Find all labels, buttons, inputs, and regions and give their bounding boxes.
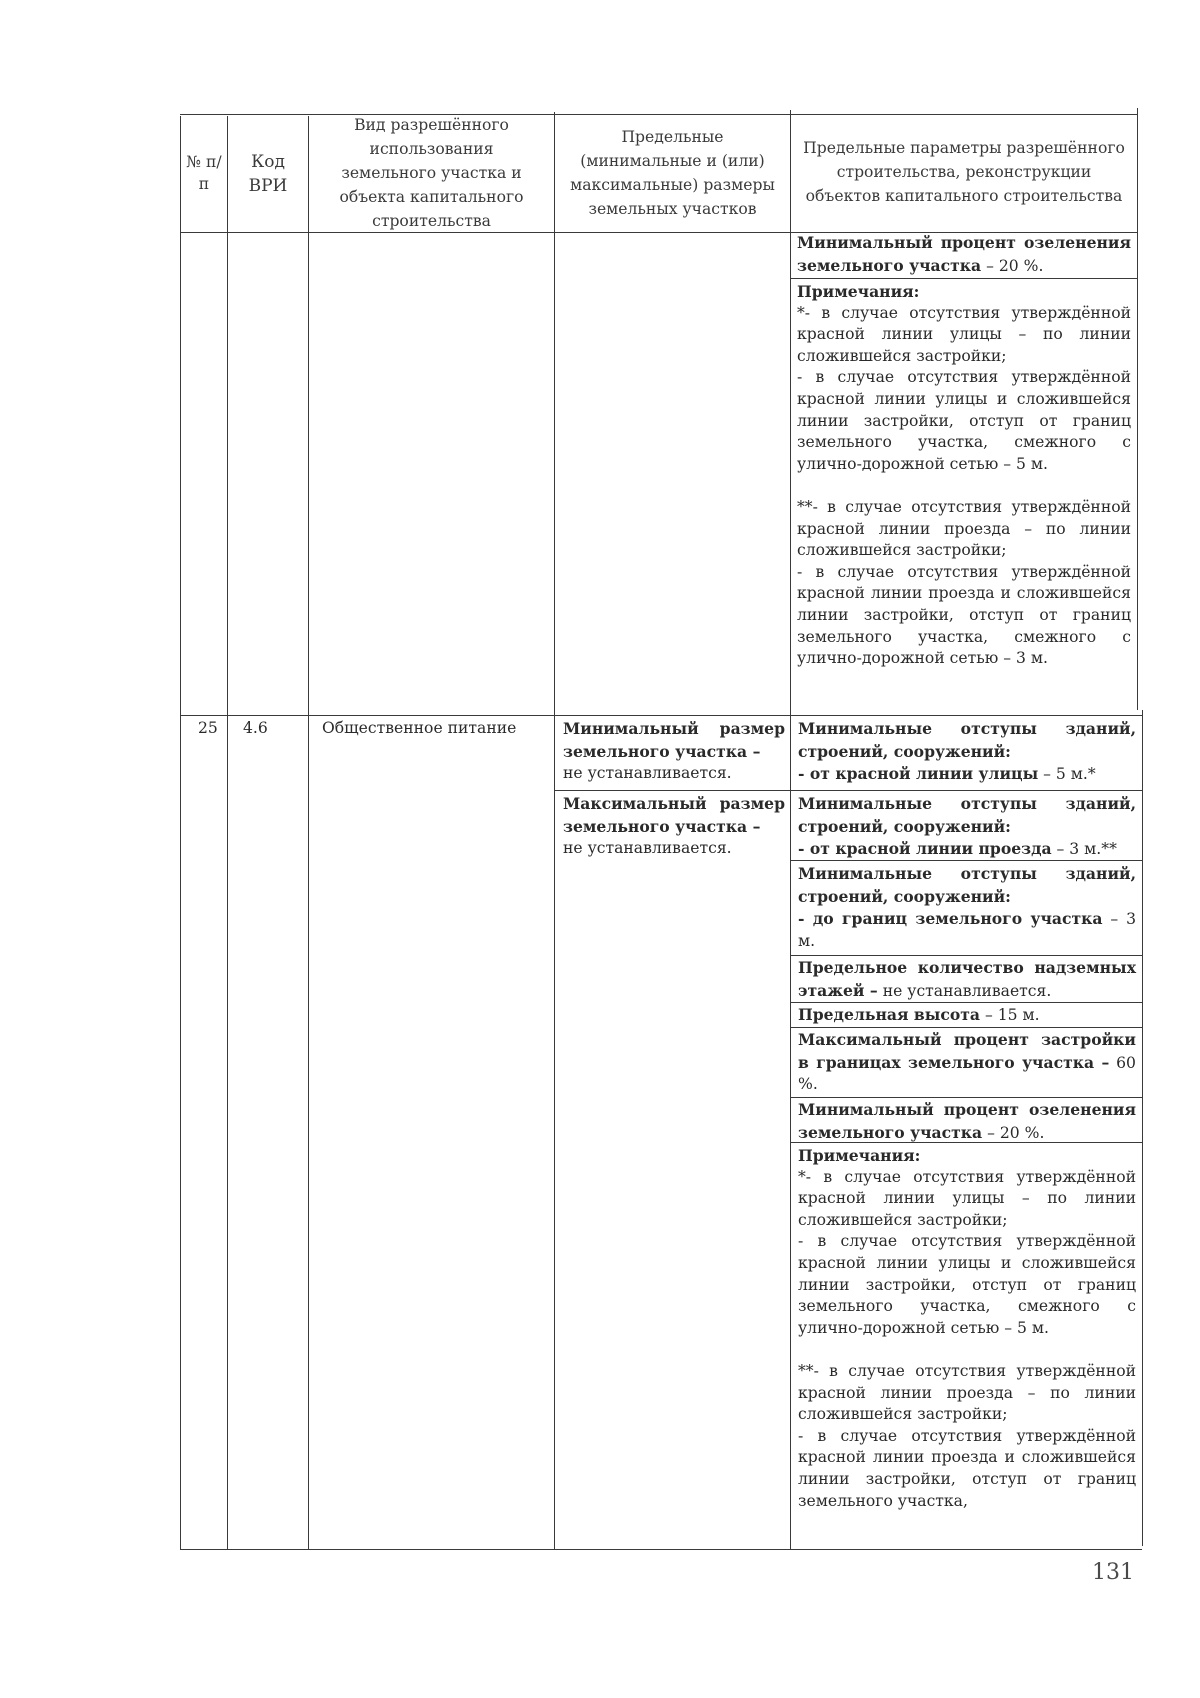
max-size-value: не устанавливается. bbox=[563, 839, 732, 858]
cont-notes-cell bbox=[797, 281, 1131, 670]
row-25-floors bbox=[798, 957, 1136, 1002]
col-divider-3 bbox=[554, 112, 555, 1550]
row-25-top-border bbox=[180, 715, 1142, 716]
row-25-green-percent bbox=[798, 1099, 1136, 1144]
row-25-type: Общественное питание bbox=[322, 719, 517, 737]
row-25-param-passage bbox=[798, 793, 1136, 861]
cont-green-label: Минимальный процент озеленения земельного участка bbox=[797, 233, 1131, 275]
row-25-max-size bbox=[563, 793, 785, 860]
cont-note-3: **- в случае отсутствия утверждённой красной линии проезда – по линии сложившейся застройки; bbox=[797, 497, 1131, 560]
green-label: Минимальный процент озеленения земельного участка bbox=[798, 1100, 1136, 1142]
table-border-bottom bbox=[180, 1549, 1142, 1550]
p1-bottom bbox=[790, 790, 1142, 791]
p3-line-label: - до границ земельного участка bbox=[798, 909, 1103, 929]
build-label: Максимальный процент застройки в границах земельного участка – bbox=[798, 1030, 1136, 1072]
header-code: Код ВРИ bbox=[248, 152, 288, 196]
p1-label: Минимальные отступы зданий, строений, сооружений: bbox=[798, 719, 1136, 761]
col-divider-4 bbox=[790, 110, 791, 1550]
table-border-left bbox=[180, 116, 181, 1550]
floors-value: не устанавливается. bbox=[877, 981, 1052, 1000]
cont-green-bottom bbox=[790, 278, 1138, 279]
header-sizes: Предельные (минимальные и (или) максимальные) размеры земельных участков bbox=[570, 128, 775, 218]
header-params: Предельные параметры разрешённого строительства, реконструкции объектов капитального строительства bbox=[803, 139, 1125, 205]
cont-note-2: - в случае отсутствия утверждённой красной линии улицы и сложившейся линии застройки, отступ от границ земельного участка, смежного с улично-дорожной сетью – 5 м. bbox=[797, 368, 1131, 473]
col-divider-1 bbox=[227, 116, 228, 1550]
height-bottom bbox=[790, 1027, 1142, 1028]
p1-line-value: – 5 м.* bbox=[1038, 765, 1096, 784]
table-border-right bbox=[1137, 108, 1138, 710]
height-label: Предельная высота bbox=[798, 1005, 981, 1024]
build-bottom bbox=[790, 1097, 1142, 1098]
p2-label: Минимальные отступы зданий, строений, сооружений: bbox=[798, 794, 1136, 836]
row-25-min-size bbox=[563, 718, 785, 785]
row-25-build-percent bbox=[798, 1029, 1136, 1096]
cont-note-1: *- в случае отсутствия утверждённой красной линии улицы – по линии сложившейся застройки; bbox=[797, 303, 1131, 365]
p2-line-label: - от красной линии проезда bbox=[798, 839, 1052, 859]
green-value: – 20 %. bbox=[982, 1123, 1045, 1142]
min-size-value: не устанавливается. bbox=[563, 764, 732, 783]
row-25-notes bbox=[798, 1145, 1136, 1512]
note-2: - в случае отсутствия утверждённой красной линии улицы и сложившейся линии застройки, отступ от границ земельного участка, смежного с улично-дорожной сетью – 5 м. bbox=[798, 1232, 1136, 1337]
min-size-label: Минимальный размер земельного участка – bbox=[563, 719, 785, 761]
header-type: Вид разрешённого использования земельного участка и объекта капитального строительства bbox=[339, 116, 524, 230]
note-3: **- в случае отсутствия утверждённой красной линии проезда – по линии сложившейся застройки; bbox=[798, 1361, 1136, 1424]
row-25-param-street bbox=[798, 718, 1136, 786]
notes-title: Примечания: bbox=[798, 1146, 921, 1165]
col-divider-2 bbox=[308, 116, 309, 1550]
table-border-right-lower bbox=[1142, 710, 1143, 1546]
row-25-code: 4.6 bbox=[243, 719, 268, 737]
row-25-param-border bbox=[798, 863, 1136, 952]
header-num: № п/п bbox=[186, 153, 222, 193]
row-25-num: 25 bbox=[198, 719, 218, 737]
row-25-height bbox=[798, 1004, 1136, 1027]
height-value: – 15 м. bbox=[980, 1006, 1040, 1024]
p1-line-label: - от красной линии улицы bbox=[798, 764, 1039, 784]
page-number: 131 bbox=[1092, 1560, 1134, 1585]
cont-note-4: - в случае отсутствия утверждённой красной линии проезда и сложившейся линии застройки, отступ от границ земельного участка, смежного с улично-дорожной сетью – 3 м. bbox=[797, 562, 1131, 668]
floors-label: Предельное количество надземных этажей – bbox=[798, 958, 1136, 1000]
p3-line-value: – 3 м. bbox=[798, 910, 1136, 950]
build-value: 60 %. bbox=[798, 1053, 1136, 1094]
p2-line-value: – 3 м.** bbox=[1051, 840, 1117, 859]
p3-label: Минимальные отступы зданий, строений, сооружений: bbox=[798, 864, 1136, 906]
cont-green-value: – 20 %. bbox=[981, 256, 1044, 275]
cont-notes-title: Примечания: bbox=[797, 282, 920, 301]
size-divider bbox=[554, 790, 790, 791]
cont-green-cell bbox=[797, 232, 1131, 277]
note-1: *- в случае отсутствия утверждённой красной линии улицы – по линии сложившейся застройки; bbox=[798, 1167, 1136, 1229]
p3-bottom bbox=[790, 955, 1142, 956]
note-4: - в случае отсутствия утверждённой красной линии проезда и сложившейся линии застройки, отступ от границ земельного участка, bbox=[798, 1426, 1136, 1510]
max-size-label: Максимальный размер земельного участка – bbox=[563, 794, 785, 836]
